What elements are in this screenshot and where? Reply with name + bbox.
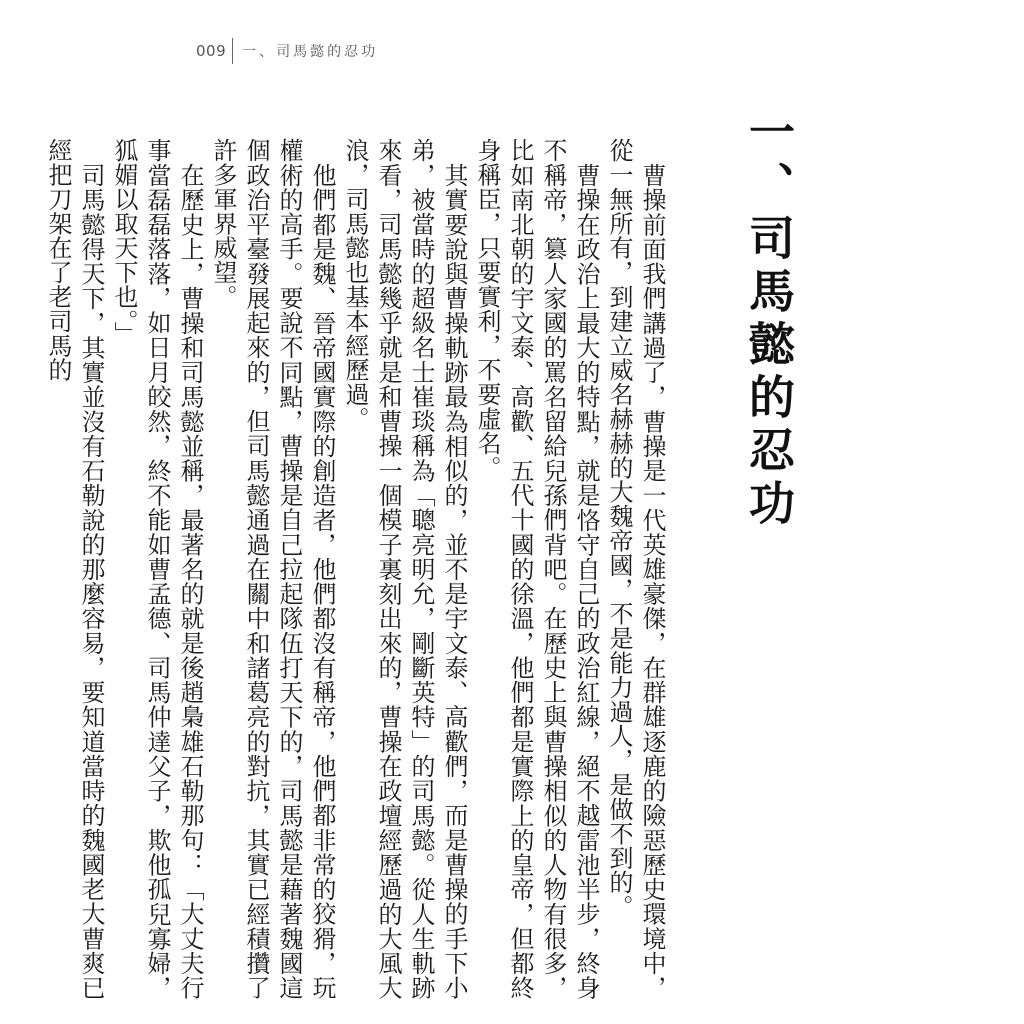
- paragraph: 在歷史上，曹操和司馬懿並稱，最著名的就是後趙梟雄石勒那句：「大丈夫行事當磊磊落落，如日月皎然，終不能如曹孟德、司馬仲達父子，欺他孤兒寡婦，狐媚以取天下也。」: [110, 138, 204, 1000]
- header-divider: [232, 38, 233, 64]
- paragraph: 其實要說與曹操軌跡最為相似的，並不是宇文泰、高歡們，而是曹操的手下小弟，被當時的超級名士崔琰稱為「聰亮明允，剛斷英特」的司馬懿。從人生軌跡來看，司馬懿幾乎就是和曹操一個模子裏刻出來的，曹操在政壇經歷過的大風大浪，司馬懿也基本經歷過。: [341, 138, 468, 1000]
- running-header: [196, 36, 378, 66]
- page-number: 009: [196, 42, 227, 60]
- paragraph: 曹操前面我們講過了，曹操是一代英雄豪傑，在群雄逐鹿的險惡歷史環境中，從一無所有，到建立威名赫赫的大魏帝國，不是能力過人，是做不到的。: [605, 138, 666, 1000]
- paragraph: 司馬懿得天下，其實並沒有石勒說的那麼容易，要知道當時的魏國老大曹爽已經把刀架在了老司馬的: [44, 138, 105, 1000]
- paragraph: 他們都是魏、晉帝國實際的創造者，他們都沒有稱帝，他們都非常的狡猾，玩權術的高手。要說不同點，曹操是自己拉起隊伍打天下的，司馬懿是藉著魏國這個政治平臺發展起來的，但司馬懿通過在關中和諸葛亮的對抗，其實已經積攢了許多軍界威望。: [209, 138, 336, 1000]
- running-header-title: 一、司馬懿的忍功: [242, 44, 379, 60]
- chapter-title: 一、司馬懿的忍功: [742, 108, 796, 532]
- body-text: [44, 138, 668, 1000]
- paragraph: 曹操在政治上最大的特點，就是恪守自己的政治紅線，絕不越雷池半步，終身不稱帝，篡人家國的罵名留給兒孫們背吧。在歷史上與曹操相似的人物有很多，比如南北朝的宇文泰、高歡、五代十國的徐溫，他們都是實際上的皇帝，但都終身稱臣，只要實利，不要虛名。: [473, 138, 600, 1000]
